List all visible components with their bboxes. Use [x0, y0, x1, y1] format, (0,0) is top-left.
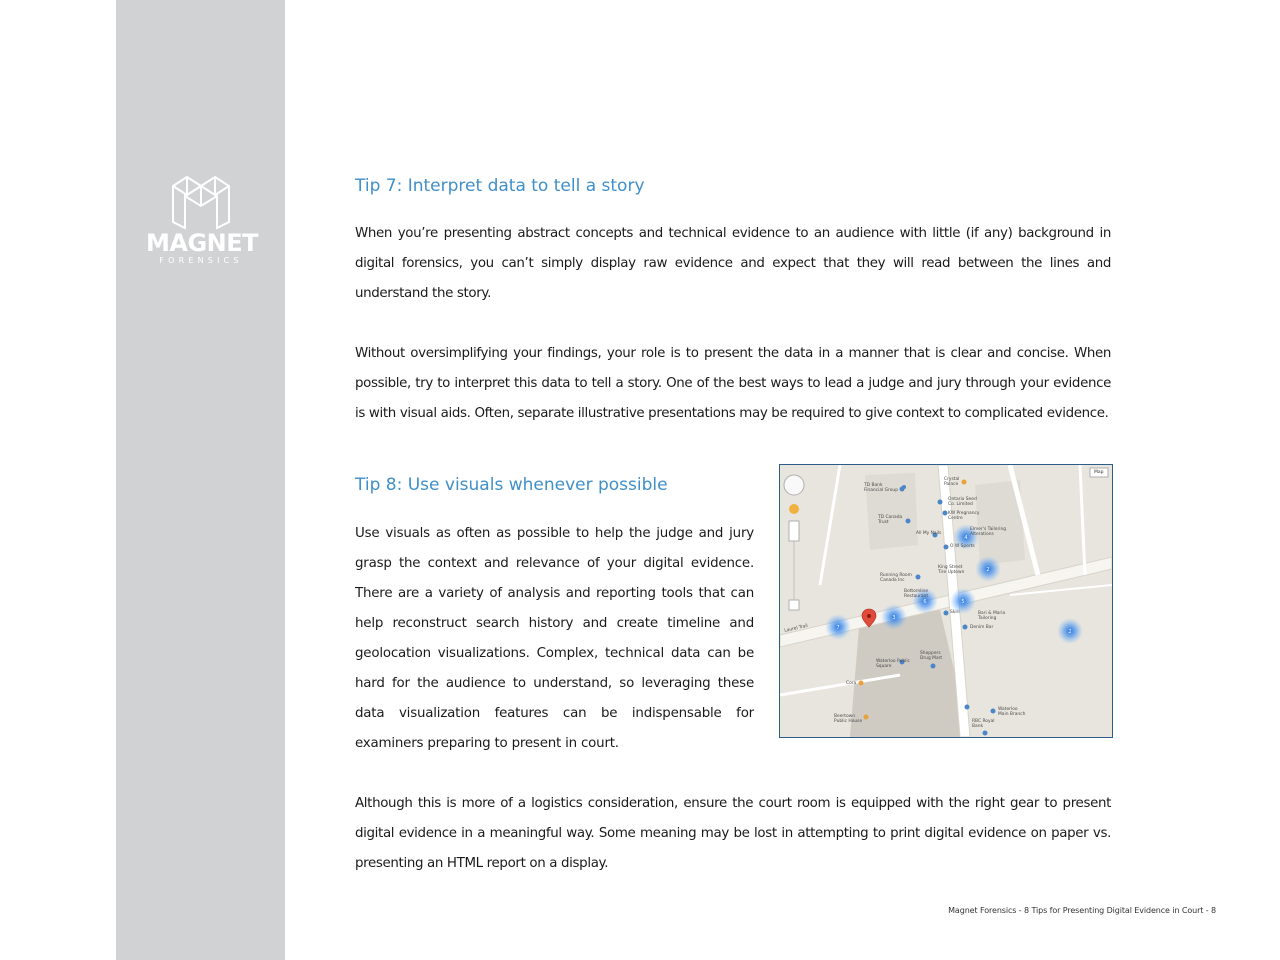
svg-text:3: 3	[892, 615, 896, 621]
svg-text:2: 2	[986, 567, 990, 573]
map-label: Crystal Palace	[944, 477, 960, 487]
map-label: All My Nails	[916, 531, 942, 536]
tip7-paragraph-2: Without oversimplifying your findings, your role is to present the data in a manner that is clear and concise. When possible, try to interpret this data to tell a story. One of the best ways to lead a judge and jury through your evidence is with visual aids. Often, separate illustrative presentations may be required to give context to complicated evidence.	[355, 346, 1111, 421]
map-label: King Street Tire Uptown	[938, 565, 965, 575]
tip8-heading: Tip 8: Use visuals whenever possible	[355, 475, 668, 495]
map-label: TD Canada Trust	[878, 515, 903, 525]
svg-text:7: 7	[836, 625, 840, 631]
logo-wordmark: MAGNET	[146, 229, 259, 257]
svg-text:4: 4	[964, 535, 968, 541]
logo-mark-icon	[146, 172, 256, 230]
map-label: Elmer's Tailoring Alterations	[970, 527, 1007, 537]
map-label: TD Bank Financial Group	[864, 483, 898, 493]
sidebar-band	[116, 0, 285, 960]
svg-text:2: 2	[1068, 629, 1072, 635]
map-label: Shoppers Drug Mart	[920, 651, 943, 661]
tip8-paragraph-2: Although this is more of a logistics consideration, ensure the court room is equipped with the right gear to present digital evidence in a meaningful way. Some meaning may be lost in attempting to print digital evidence on paper vs. presenting an HTML report on a display.	[355, 796, 1111, 871]
tip7-paragraph-1: When you’re presenting abstract concepts and technical evidence to an audience with little (if any) background in digital forensics, you can’t simply display raw evidence and expect that they will read between the lines and understand the story.	[355, 226, 1111, 301]
map-label: O W Sports	[950, 544, 975, 549]
svg-text:6: 6	[923, 599, 927, 605]
geolocation-map	[779, 464, 1113, 738]
map-label: Cora	[846, 681, 857, 686]
map-label: Denim Bar	[970, 625, 994, 630]
tip7-heading: Tip 7: Interpret data to tell a story	[355, 176, 645, 196]
map-label: RBC Royal Bank	[972, 719, 995, 729]
map-label: Running Room Canada Inc	[880, 573, 912, 583]
map-type-label: Map	[1094, 470, 1104, 475]
magnet-forensics-logo	[146, 172, 259, 272]
map-label: Laurel Trail	[784, 623, 809, 634]
map-label: Ontario Seed Co. Limited	[948, 497, 977, 507]
tip8-paragraph-1: Use visuals as often as possible to help the judge and jury grasp the context and relevance of your digital evidence. There are a variety of analysis and reporting tools that can help reconstruct search history and create timeline and geolocation visualizations. Complex, technical data can be hard for the audience to understand, so leveraging these data visualization features can be indispensable for examiners preparing to present in court.	[355, 526, 754, 751]
map-label: Skiri	[950, 610, 960, 615]
map-label: KW Pregnancy Centre	[948, 511, 980, 521]
page-footer: Magnet Forensics - 8 Tips for Presenting Digital Evidence in Court - 8	[948, 906, 1216, 915]
map-label: Bottomline Restaurant	[904, 589, 929, 599]
map-label: Bari & Maria Tailoring	[978, 611, 1006, 621]
logo-subtitle: FORENSICS	[159, 256, 243, 265]
map-label: Beertown Public House	[834, 714, 863, 724]
map-label: Waterloo Main Branch	[998, 707, 1026, 717]
map-label: Waterloo Public Square	[876, 659, 910, 669]
svg-text:5: 5	[961, 599, 965, 605]
